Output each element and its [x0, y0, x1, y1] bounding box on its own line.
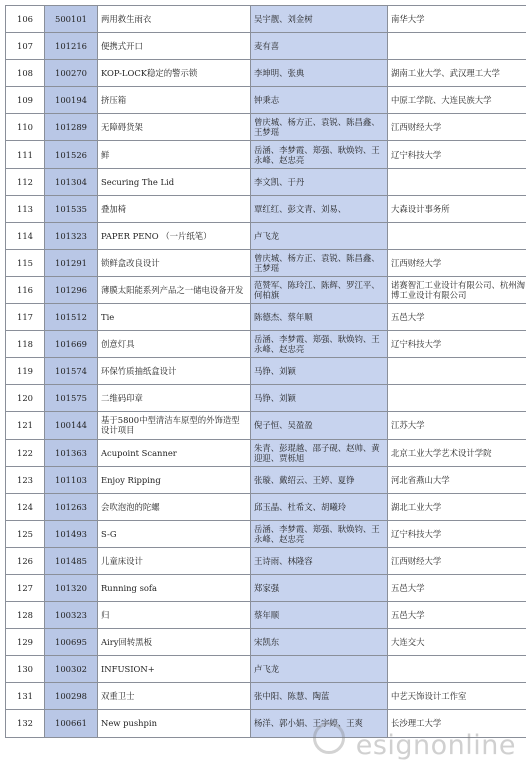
row-number: 132 [6, 710, 45, 737]
row-number: 108 [6, 60, 45, 87]
work-authors: 张璇、戴绍云、王婷、夏铮 [251, 466, 388, 493]
entry-code: 101289 [45, 114, 98, 141]
table-row [6, 574, 526, 601]
work-organization: 河北省燕山大学 [388, 466, 526, 493]
work-title: 叠加椅 [98, 195, 251, 222]
work-authors: 李坤明、张典 [251, 60, 388, 87]
entry-code: 100302 [45, 656, 98, 683]
work-title: 便携式开口 [98, 33, 251, 60]
watermark: esignonline [355, 730, 516, 761]
entry-code: 101320 [45, 574, 98, 601]
work-authors: 曾庆城、杨方正、袁锐、陈昌鑫、王梦瑶 [251, 249, 388, 276]
row-number: 121 [6, 412, 45, 439]
work-title: 两用救生雨衣 [98, 6, 251, 33]
work-organization: 江西财经大学 [388, 249, 526, 276]
work-authors: 岳涵、李梦霞、郑强、耿焕钧、王永峰、赵忠亮 [251, 520, 388, 547]
row-number: 110 [6, 114, 45, 141]
work-authors: 麦有喜 [251, 33, 388, 60]
row-number: 126 [6, 547, 45, 574]
entry-code: 100298 [45, 683, 98, 710]
entry-code: 500101 [45, 6, 98, 33]
work-organization: 北京工业大学艺术设计学院 [388, 439, 526, 466]
work-title: Securing The Lid [98, 168, 251, 195]
table-row [6, 195, 526, 222]
work-title: KOP-LOCK稳定的警示锁 [98, 60, 251, 87]
table-row [6, 466, 526, 493]
work-organization [388, 222, 526, 249]
row-number: 131 [6, 683, 45, 710]
row-number: 116 [6, 276, 45, 303]
work-organization: 长沙理工大学 [388, 710, 526, 737]
work-authors: 岳涵、李梦霞、郑强、耿焕钧、王永峰、赵忠亮 [251, 141, 388, 168]
work-title: Enjoy Ripping [98, 466, 251, 493]
table-row [6, 249, 526, 276]
award-table [5, 5, 526, 738]
work-authors: 倪子恒、吴盈盈 [251, 412, 388, 439]
entry-code: 100323 [45, 602, 98, 629]
entry-code: 100194 [45, 87, 98, 114]
work-title: PAPER PENO （一片纸笔） [98, 222, 251, 249]
work-title: 二维码印章 [98, 385, 251, 412]
work-authors: 卢飞龙 [251, 656, 388, 683]
table-row [6, 683, 526, 710]
table-row [6, 33, 526, 60]
row-number: 118 [6, 331, 45, 358]
work-organization: 江西财经大学 [388, 114, 526, 141]
entry-code: 101263 [45, 493, 98, 520]
work-authors: 朱青、彭琨越、邵子砚、赵帅、黄迎迎、贾栎旭 [251, 439, 388, 466]
row-number: 115 [6, 249, 45, 276]
table-row [6, 331, 526, 358]
table-row [6, 60, 526, 87]
work-organization: 辽宁科技大学 [388, 331, 526, 358]
work-organization [388, 385, 526, 412]
work-organization: 大连交大 [388, 629, 526, 656]
award-table-body [6, 6, 526, 738]
table-row [6, 493, 526, 520]
work-title: 归 [98, 602, 251, 629]
table-row [6, 385, 526, 412]
row-number: 112 [6, 168, 45, 195]
work-authors: 王诗雨、林隆容 [251, 547, 388, 574]
table-row [6, 141, 526, 168]
work-authors: 吴宇靓、刘金树 [251, 6, 388, 33]
entry-code: 101485 [45, 547, 98, 574]
work-organization: 江西财经大学 [388, 547, 526, 574]
work-title: 薄膜太阳能系列产品之一储电设备开发 [98, 276, 251, 303]
row-number: 119 [6, 358, 45, 385]
work-organization: 辽宁科技大学 [388, 141, 526, 168]
work-title: 会吹泡泡的陀螺 [98, 493, 251, 520]
table-row [6, 87, 526, 114]
work-authors: 蔡年顺 [251, 602, 388, 629]
entry-code: 101363 [45, 439, 98, 466]
row-number: 130 [6, 656, 45, 683]
work-title: Running sofa [98, 574, 251, 601]
work-organization [388, 168, 526, 195]
entry-code: 101512 [45, 304, 98, 331]
work-authors: 钟秉志 [251, 87, 388, 114]
entry-code: 101216 [45, 33, 98, 60]
work-organization: 五邑大学 [388, 602, 526, 629]
table-row [6, 114, 526, 141]
work-authors: 杨洋、郭小娟、王宇婷、王爽 [251, 710, 388, 737]
work-authors: 陈德杰、蔡年顺 [251, 304, 388, 331]
entry-code: 101575 [45, 385, 98, 412]
work-authors: 宋凯东 [251, 629, 388, 656]
work-title: 创意灯具 [98, 331, 251, 358]
table-row [6, 656, 526, 683]
work-authors: 李文凯、于丹 [251, 168, 388, 195]
table-row [6, 304, 526, 331]
work-title: 基于5800中型清洁车原型的外饰造型设计项目 [98, 412, 251, 439]
work-title: S-G [98, 520, 251, 547]
work-organization: 大森设计事务所 [388, 195, 526, 222]
work-authors: 马铮、刘颖 [251, 358, 388, 385]
row-number: 111 [6, 141, 45, 168]
table-row [6, 412, 526, 439]
work-organization [388, 33, 526, 60]
row-number: 114 [6, 222, 45, 249]
work-title: Airy回转黑板 [98, 629, 251, 656]
row-number: 109 [6, 87, 45, 114]
work-title: 挤压箱 [98, 87, 251, 114]
entry-code: 101296 [45, 276, 98, 303]
work-authors: 曾庆城、杨方正、袁锐、陈昌鑫、王梦瑶 [251, 114, 388, 141]
table-row [6, 439, 526, 466]
table-row [6, 6, 526, 33]
work-organization: 江苏大学 [388, 412, 526, 439]
at-circle-icon [313, 722, 345, 754]
entry-code: 100695 [45, 629, 98, 656]
work-title: Tie [98, 304, 251, 331]
row-number: 127 [6, 574, 45, 601]
work-title: 儿童床设计 [98, 547, 251, 574]
entry-code: 101493 [45, 520, 98, 547]
entry-code: 100144 [45, 412, 98, 439]
row-number: 107 [6, 33, 45, 60]
row-number: 125 [6, 520, 45, 547]
work-organization: 五邑大学 [388, 304, 526, 331]
work-title: 鲜 [98, 141, 251, 168]
row-number: 122 [6, 439, 45, 466]
table-row [6, 222, 526, 249]
table-row [6, 168, 526, 195]
work-organization: 诺赛智汇工业设计有限公司、杭州淘博工业设计有限公司 [388, 276, 526, 303]
work-organization: 南华大学 [388, 6, 526, 33]
row-number: 113 [6, 195, 45, 222]
work-organization [388, 358, 526, 385]
row-number: 123 [6, 466, 45, 493]
entry-code: 100270 [45, 60, 98, 87]
work-authors: 岳涵、李梦霞、郑强、耿焕钧、王永峰、赵忠亮 [251, 331, 388, 358]
entry-code: 101574 [45, 358, 98, 385]
work-authors: 邱玉晶、杜希文、胡曦玲 [251, 493, 388, 520]
table-row [6, 358, 526, 385]
row-number: 124 [6, 493, 45, 520]
entry-code: 101669 [45, 331, 98, 358]
work-authors: 卢飞龙 [251, 222, 388, 249]
work-organization: 湖北工业大学 [388, 493, 526, 520]
row-number: 128 [6, 602, 45, 629]
row-number: 117 [6, 304, 45, 331]
work-title: Acupoint Scanner [98, 439, 251, 466]
work-title: 锁鲜盒改良设计 [98, 249, 251, 276]
table-row [6, 520, 526, 547]
work-authors: 张中阳、陈慧、陶蓝 [251, 683, 388, 710]
work-title: 环保竹质抽纸盒设计 [98, 358, 251, 385]
entry-code: 100661 [45, 710, 98, 737]
entry-code: 101535 [45, 195, 98, 222]
entry-code: 101526 [45, 141, 98, 168]
work-organization: 五邑大学 [388, 574, 526, 601]
row-number: 120 [6, 385, 45, 412]
table-row [6, 276, 526, 303]
work-authors: 马铮、刘颖 [251, 385, 388, 412]
work-title: New pushpin [98, 710, 251, 737]
work-title: 双重卫士 [98, 683, 251, 710]
row-number: 106 [6, 6, 45, 33]
work-organization: 辽宁科技大学 [388, 520, 526, 547]
entry-code: 101323 [45, 222, 98, 249]
work-authors: 郑家强 [251, 574, 388, 601]
table-row [6, 629, 526, 656]
entry-code: 101304 [45, 168, 98, 195]
work-title: 无障碍货架 [98, 114, 251, 141]
work-organization [388, 656, 526, 683]
work-organization: 中原工学院、大连民族大学 [388, 87, 526, 114]
work-organization: 湖南工业大学、武汉理工大学 [388, 60, 526, 87]
work-title: INFUSION+ [98, 656, 251, 683]
table-row [6, 547, 526, 574]
entry-code: 101103 [45, 466, 98, 493]
row-number: 129 [6, 629, 45, 656]
table-row [6, 602, 526, 629]
work-organization: 中艺天饰设计工作室 [388, 683, 526, 710]
entry-code: 101291 [45, 249, 98, 276]
work-authors: 覃红红、彭文青、刘易、 [251, 195, 388, 222]
work-authors: 范赞军、陈玲江、陈辉、罗江平、何柏旗 [251, 276, 388, 303]
